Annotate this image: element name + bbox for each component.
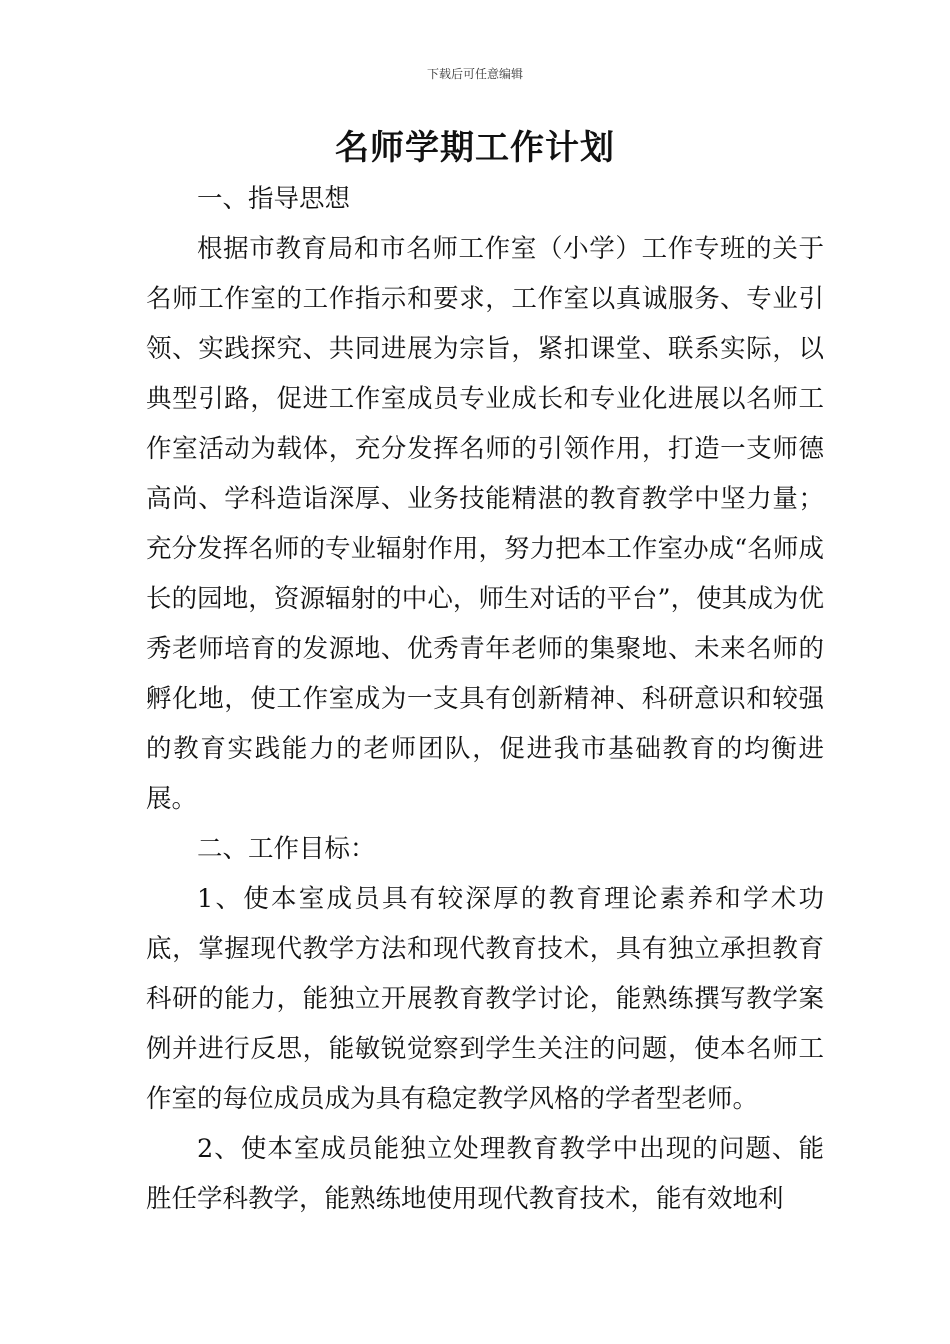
document-body [146, 174, 824, 1224]
paragraph-goal-1: 1、使本室成员具有较深厚的教育理论素养和学术功底，掌握现代教学方法和现代教育技术，具有独立承担教育科研的能力，能独立开展教育教学讨论，能熟练撰写教学案例并进行反思，能敏锐觉察到学生关注的问题，使本名师工作室的每位成员成为具有稳定教学风格的学者型老师。 [146, 884, 824, 1114]
section-heading-guiding: 一、指导思想 [197, 184, 351, 214]
paragraph-goal-2: 2、使本室成员能独立处理教育教学中出现的问题、能胜任学科教学，能熟练地使用现代教育技术，能有效地利 [146, 1134, 824, 1214]
header-note: 下载后可任意编辑 [426, 67, 523, 81]
paragraph-guiding: 根据市教育局和市名师工作室（小学）工作专班的关于名师工作室的工作指示和要求，工作室以真诚服务、专业引领、实践探究、共同进展为宗旨，紧扣课堂、联系实际，以典型引路，促进工作室成员专业成长和专业化进展以名师工作室活动为载体，充分发挥名师的引领作用，打造一支师德高尚、学科造诣深厚、业务技能精湛的教育教学中坚力量；充分发挥名师的专业辐射作用，努力把本工作室办成“名师成长的园地，资源辐射的中心，师生对话的平台”，使其成为优秀老师培育的发源地、优秀青年老师的集聚地、未来名师的孵化地，使工作室成为一支具有创新精神、科研意识和较强的教育实践能力的老师团队，促进我市基础教育的均衡进展。 [146, 234, 824, 814]
section-heading-goals: 二、工作目标： [197, 834, 376, 864]
document-title: 名师学期工作计划 [335, 128, 615, 168]
